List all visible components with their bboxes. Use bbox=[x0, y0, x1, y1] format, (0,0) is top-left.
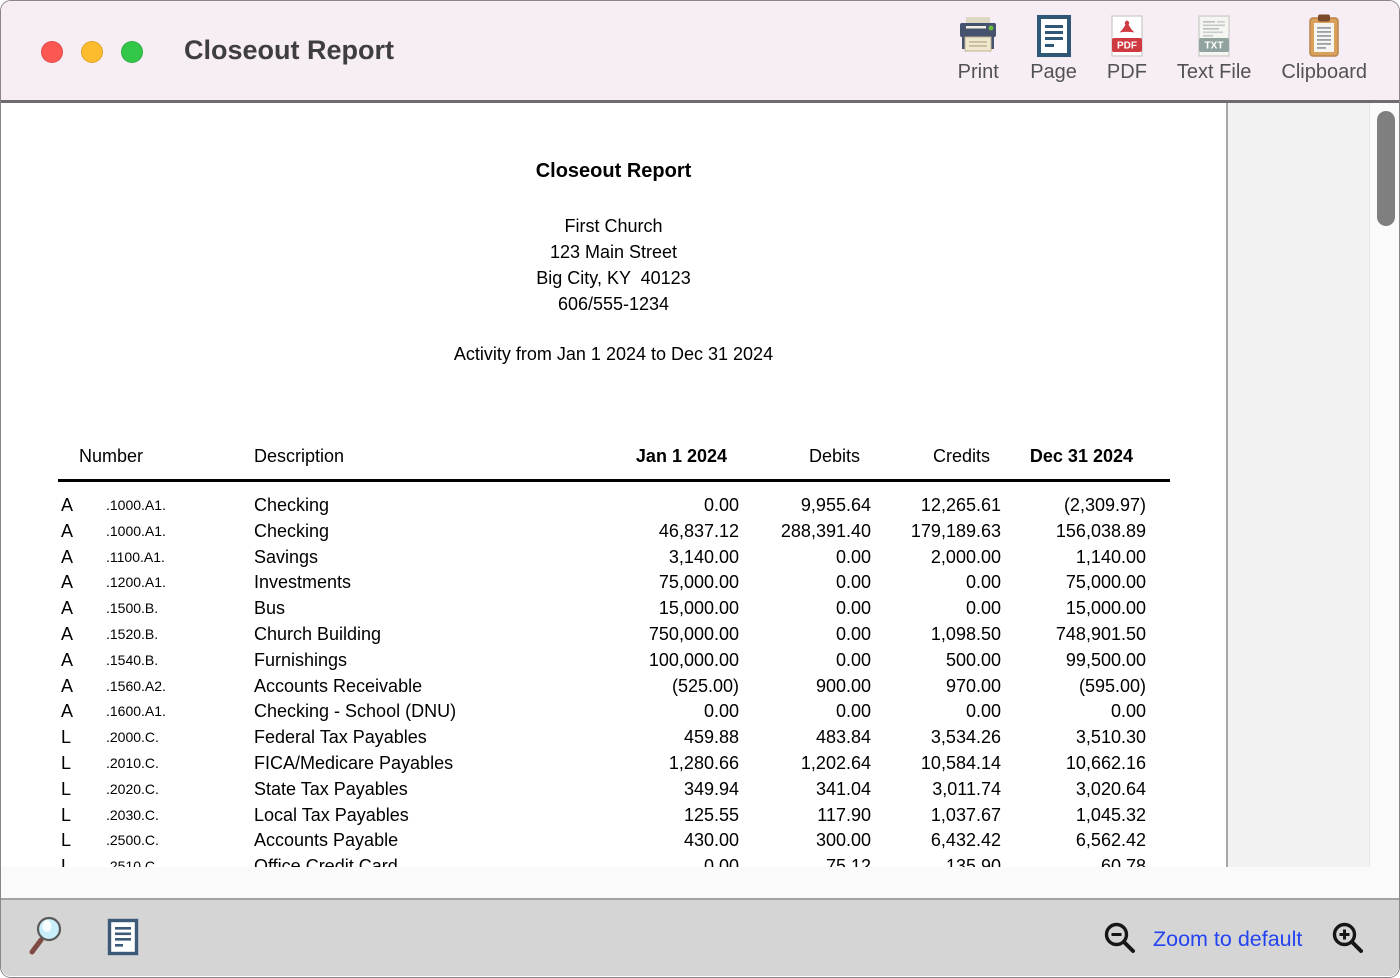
cell-end: (595.00) bbox=[1078, 675, 1146, 696]
cell-type: A bbox=[61, 520, 74, 541]
page-label: Page bbox=[1030, 61, 1077, 83]
cell-credits: 179,189.63 bbox=[910, 520, 1001, 541]
table-row bbox=[1, 519, 1226, 545]
print-button[interactable] bbox=[956, 13, 1000, 84]
table-row bbox=[1, 699, 1226, 725]
text-file-label: Text File bbox=[1176, 61, 1252, 83]
print-label: Print bbox=[957, 61, 999, 83]
table-row bbox=[1, 777, 1226, 803]
vertical-scrollbar[interactable] bbox=[1369, 103, 1399, 898]
cell-end: 0.00 bbox=[1110, 701, 1146, 722]
zoom-window-button[interactable] bbox=[121, 41, 143, 63]
cell-number: .1600.A1. bbox=[106, 703, 166, 720]
org-street: 123 Main Street bbox=[549, 242, 678, 262]
table-row bbox=[1, 648, 1226, 674]
text-file-button[interactable] bbox=[1177, 13, 1251, 84]
cell-end: 1,045.32 bbox=[1075, 804, 1146, 825]
cell-debits: 900.00 bbox=[815, 675, 871, 696]
cell-end: 75,000.00 bbox=[1065, 572, 1146, 593]
cell-begin: 15,000.00 bbox=[658, 598, 739, 619]
cell-number: .1500.B. bbox=[106, 600, 159, 617]
cell-credits: 0.00 bbox=[965, 598, 1001, 619]
printer-icon bbox=[956, 13, 1000, 59]
cell-credits: 3,011.74 bbox=[932, 778, 1001, 799]
header-debits: Debits bbox=[808, 446, 860, 466]
cell-desc: Bus bbox=[254, 598, 286, 619]
cell-begin: 75,000.00 bbox=[658, 572, 739, 593]
cell-begin: 100,000.00 bbox=[648, 649, 739, 670]
table-row bbox=[1, 570, 1226, 596]
table-row bbox=[1, 493, 1226, 519]
cell-number: .1520.B. bbox=[106, 625, 159, 642]
cell-begin: (525.00) bbox=[671, 675, 739, 696]
cell-desc: Church Building bbox=[254, 623, 382, 644]
cell-credits: 12,265.61 bbox=[920, 495, 1001, 515]
cell-type: A bbox=[61, 701, 74, 722]
cell-debits: 0.00 bbox=[835, 572, 871, 593]
toolbar bbox=[956, 13, 1367, 84]
table-body bbox=[1, 493, 1226, 880]
pdf-label: PDF bbox=[1106, 61, 1147, 83]
cell-credits: 10,584.14 bbox=[920, 752, 1001, 773]
table-row bbox=[1, 622, 1226, 648]
cell-end: 156,038.89 bbox=[1055, 520, 1146, 541]
minimize-window-button[interactable] bbox=[81, 41, 103, 63]
cell-credits: 0.00 bbox=[965, 701, 1001, 722]
cell-number: .2020.C. bbox=[106, 780, 159, 797]
cell-type: A bbox=[61, 649, 74, 670]
cell-credits: 500.00 bbox=[945, 649, 1001, 670]
cell-desc: Investments bbox=[254, 572, 352, 593]
cell-desc: Accounts Receivable bbox=[254, 675, 423, 696]
cell-number: .2030.C. bbox=[106, 806, 159, 823]
clipboard-label: Clipboard bbox=[1281, 61, 1367, 83]
cell-debits: 288,391.40 bbox=[780, 520, 871, 541]
cell-type: L bbox=[61, 727, 72, 748]
cell-desc: Checking bbox=[254, 520, 330, 541]
window-title: Closeout Report bbox=[184, 35, 395, 65]
report-title: Closeout Report bbox=[535, 160, 692, 182]
cell-type: A bbox=[61, 675, 74, 696]
report-viewport bbox=[1, 103, 1399, 898]
cell-desc: State Tax Payables bbox=[254, 778, 408, 799]
cell-begin: 46,837.12 bbox=[658, 520, 739, 541]
pdf-file-icon bbox=[1109, 13, 1145, 59]
cell-begin: 1,280.66 bbox=[668, 752, 739, 773]
cell-end: 3,510.30 bbox=[1075, 727, 1146, 748]
cell-number: .2500.C. bbox=[106, 832, 159, 849]
cell-credits: 0.00 bbox=[965, 572, 1001, 593]
cell-credits: 2,000.00 bbox=[930, 546, 1001, 567]
org-phone: 606/555-1234 bbox=[557, 294, 670, 314]
cell-begin: 459.88 bbox=[683, 727, 739, 748]
svg-text:TXT: TXT bbox=[1204, 40, 1224, 52]
cell-type: L bbox=[61, 804, 72, 825]
horizontal-scroll-area bbox=[1, 867, 1399, 898]
cell-debits: 9,955.64 bbox=[800, 495, 871, 515]
cell-debits: 0.00 bbox=[835, 598, 871, 619]
cell-desc: Furnishings bbox=[254, 649, 348, 670]
table-row bbox=[1, 674, 1226, 700]
org-city: Big City, KY 40123 bbox=[536, 268, 691, 288]
titlebar bbox=[1, 1, 1399, 103]
page-button[interactable] bbox=[1030, 13, 1077, 84]
header-credits: Credits bbox=[932, 446, 990, 466]
cell-debits: 1,202.64 bbox=[800, 752, 871, 773]
scrollbar-thumb[interactable] bbox=[1377, 111, 1395, 226]
traffic-lights bbox=[41, 41, 143, 63]
header-end-balance: Dec 31 2024 bbox=[1029, 446, 1133, 466]
zoom-out-icon bbox=[1103, 921, 1137, 955]
cell-credits: 1,098.50 bbox=[930, 623, 1001, 644]
header-begin-balance: Jan 1 2024 bbox=[635, 446, 727, 466]
cell-end: 6,562.42 bbox=[1075, 830, 1146, 851]
clipboard-icon bbox=[1306, 13, 1342, 59]
cell-debits: 0.00 bbox=[835, 701, 871, 722]
close-window-button[interactable] bbox=[41, 41, 63, 63]
cell-begin: 349.94 bbox=[683, 778, 739, 799]
magnifier-icon bbox=[27, 914, 67, 958]
svg-text:PDF: PDF bbox=[1116, 40, 1137, 52]
cell-desc: Checking - School (DNU) bbox=[254, 701, 457, 722]
cell-type: L bbox=[61, 778, 72, 799]
table-row bbox=[1, 545, 1226, 571]
cell-end: 748,901.50 bbox=[1055, 623, 1146, 644]
cell-debits: 483.84 bbox=[815, 727, 871, 748]
cell-type: A bbox=[61, 598, 74, 619]
table-row bbox=[1, 596, 1226, 622]
cell-end: 99,500.00 bbox=[1065, 649, 1146, 670]
statusbar bbox=[1, 898, 1399, 976]
zoom-in-button[interactable] bbox=[1331, 921, 1365, 960]
header-number: Number bbox=[79, 446, 144, 466]
org-name: First Church bbox=[564, 216, 663, 236]
cell-type: A bbox=[61, 495, 74, 515]
page-icon bbox=[1036, 13, 1072, 59]
cell-type: A bbox=[61, 572, 74, 593]
cell-number: .1540.B. bbox=[106, 651, 159, 668]
pdf-button[interactable] bbox=[1107, 13, 1147, 84]
cell-desc: Checking bbox=[254, 495, 330, 515]
table-row bbox=[1, 828, 1226, 854]
cell-type: A bbox=[61, 546, 74, 567]
cell-end: 3,020.64 bbox=[1075, 778, 1146, 799]
cell-desc: Savings bbox=[254, 546, 319, 567]
document-view-button[interactable] bbox=[107, 918, 139, 961]
cell-begin: 750,000.00 bbox=[648, 623, 739, 644]
cell-type: L bbox=[61, 752, 72, 773]
cell-desc: Federal Tax Payables bbox=[254, 727, 427, 748]
table-row bbox=[1, 725, 1226, 751]
cell-debits: 117.90 bbox=[817, 804, 871, 825]
cell-type: L bbox=[61, 830, 72, 851]
cell-number: .1000.A1. bbox=[106, 522, 166, 539]
cell-credits: 6,432.42 bbox=[930, 830, 1001, 851]
cell-begin: 430.00 bbox=[683, 830, 739, 851]
magnifier-tool-button[interactable] bbox=[27, 914, 67, 963]
report-page bbox=[1, 103, 1226, 898]
organization-block bbox=[1, 213, 1226, 317]
cell-desc: Local Tax Payables bbox=[254, 804, 409, 825]
zoom-in-icon bbox=[1331, 921, 1365, 955]
header-description: Description bbox=[254, 446, 345, 466]
cell-begin: 125.55 bbox=[683, 804, 739, 825]
table-row bbox=[1, 803, 1226, 829]
cell-debits: 0.00 bbox=[835, 649, 871, 670]
cell-debits: 0.00 bbox=[835, 623, 871, 644]
table-row bbox=[1, 751, 1226, 777]
cell-begin: 0.00 bbox=[703, 495, 739, 515]
cell-type: A bbox=[61, 623, 74, 644]
cell-credits: 3,534.26 bbox=[930, 727, 1001, 748]
cell-debits: 341.04 bbox=[815, 778, 871, 799]
cell-number: .2010.C. bbox=[106, 754, 159, 771]
cell-debits: 0.00 bbox=[835, 546, 871, 567]
cell-begin: 0.00 bbox=[703, 701, 739, 722]
cell-number: .1000.A1. bbox=[106, 497, 166, 513]
clipboard-button[interactable] bbox=[1281, 13, 1367, 84]
document-icon bbox=[107, 918, 139, 956]
cell-debits: 300.00 bbox=[815, 830, 871, 851]
header-rule bbox=[58, 479, 1170, 482]
activity-range: Activity from Jan 1 2024 to Dec 31 2024 bbox=[453, 344, 774, 364]
zoom-out-button[interactable] bbox=[1103, 921, 1137, 960]
text-file-icon bbox=[1196, 13, 1232, 59]
cell-end: 15,000.00 bbox=[1065, 598, 1146, 619]
cell-credits: 1,037.67 bbox=[930, 804, 1001, 825]
cell-end: (2,309.97) bbox=[1063, 495, 1146, 515]
cell-desc: FICA/Medicare Payables bbox=[254, 752, 454, 773]
cell-number: .2000.C. bbox=[106, 729, 159, 746]
cell-number: .1100.A1. bbox=[106, 548, 165, 565]
cell-number: .1560.A2. bbox=[106, 677, 166, 694]
cell-end: 1,140.00 bbox=[1075, 546, 1146, 567]
cell-begin: 3,140.00 bbox=[668, 546, 739, 567]
cell-desc: Accounts Payable bbox=[254, 830, 399, 851]
cell-number: .1200.A1. bbox=[106, 574, 166, 591]
cell-end: 10,662.16 bbox=[1065, 752, 1146, 773]
cell-credits: 970.00 bbox=[945, 675, 1001, 696]
zoom-to-default-link[interactable]: Zoom to default bbox=[1153, 927, 1303, 951]
